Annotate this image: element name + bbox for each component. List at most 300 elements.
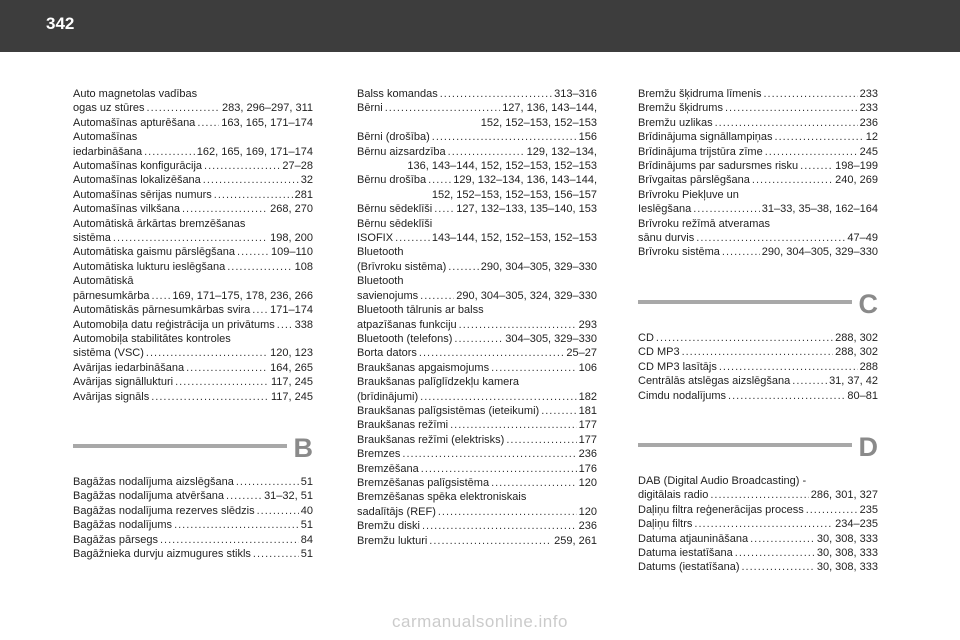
entry-term: atpazīšanas funkciju — [357, 318, 457, 331]
index-entry — [638, 546, 878, 560]
entry-line — [73, 116, 313, 130]
entry-line — [73, 289, 313, 303]
entry-term: Bremžu diski — [357, 520, 420, 533]
entry-line — [73, 547, 313, 561]
page-refs: 304–305, 329–330 — [505, 332, 597, 345]
leader-dots — [722, 245, 760, 259]
entry-line — [638, 87, 878, 101]
page-refs: 236 — [859, 116, 878, 129]
entry-term: Bērnu aizsardzība — [357, 145, 446, 158]
index-entry — [357, 245, 597, 274]
index-entry — [357, 87, 597, 101]
index-entry — [357, 274, 597, 303]
section-header-d — [638, 430, 878, 464]
leader-dots — [765, 145, 858, 159]
leader-dots — [710, 488, 808, 502]
page-refs: 233 — [859, 88, 878, 100]
entry-line — [638, 145, 878, 159]
entry-term: Borta dators — [357, 347, 417, 360]
entry-line — [357, 202, 597, 216]
page-refs: 12 — [865, 131, 878, 144]
leader-dots — [174, 518, 299, 532]
page-refs: 268, 270 — [270, 203, 313, 216]
entry-term: Automātiska lukturu ieslēgšana — [73, 260, 226, 273]
page-refs: 27–28 — [282, 160, 313, 173]
leader-dots — [656, 331, 833, 345]
entry-line — [357, 361, 597, 375]
leader-dots — [541, 404, 576, 418]
entry-term: Bērni — [357, 102, 383, 115]
entry-line — [638, 331, 878, 345]
entry-heading: Auto magnetolas vadības — [73, 88, 198, 100]
entry-term: Bremzes — [357, 448, 401, 461]
leader-dots — [682, 345, 834, 359]
index-entry — [357, 375, 597, 404]
page-refs: 108 — [294, 260, 313, 273]
entry-term: Daļiņu filtra reģenerācijas process — [638, 503, 804, 516]
index-entry — [638, 217, 878, 246]
entry-line — [73, 245, 313, 259]
index-entry — [357, 332, 597, 346]
index-entry — [73, 533, 313, 547]
page-refs: 40 — [300, 504, 313, 517]
page-refs: 177 — [578, 433, 597, 446]
page-refs: 120 — [578, 476, 597, 489]
entry-line — [638, 245, 878, 259]
page-refs-continued: 152, 152–153, 152–153 — [480, 116, 597, 129]
index-entry — [638, 389, 878, 403]
leader-dots — [728, 389, 845, 403]
entry-heading: DAB (Digital Audio Broadcasting) - — [638, 474, 807, 487]
entry-term: Bērni (drošība) — [357, 131, 430, 144]
entry-line — [357, 318, 597, 332]
page-refs: 31–33, 35–38, 162–164 — [761, 203, 878, 216]
leader-dots — [197, 116, 219, 130]
leader-dots — [454, 332, 503, 346]
leader-dots — [450, 418, 577, 432]
entry-line — [357, 519, 597, 533]
page-refs: 117, 245 — [270, 390, 313, 403]
entry-heading: Bērnu sēdeklīši — [357, 217, 433, 230]
page-refs: 235 — [859, 503, 878, 516]
entry-term: ogas uz stūres — [73, 102, 145, 115]
leader-dots — [419, 346, 564, 360]
entry-line — [73, 346, 313, 360]
leader-dots — [775, 130, 864, 144]
leader-dots — [175, 375, 269, 389]
index-entry — [638, 116, 878, 130]
entry-line — [73, 375, 313, 389]
entry-heading: Bluetooth tālrunis ar balss — [357, 304, 484, 317]
entry-term: Automobiļa datu reģistrācija un privātums — [73, 318, 275, 331]
entry-heading: Brīvroku Piekļuve un — [638, 188, 739, 201]
entry-term: sistēma (VSC) — [73, 347, 144, 360]
page-refs: 313–316 — [554, 88, 597, 100]
page-refs: 283, 296–297, 311 — [222, 102, 313, 115]
page-refs: 109–110 — [270, 246, 313, 259]
index-entry — [73, 547, 313, 561]
entry-line — [73, 504, 313, 518]
leader-dots — [257, 504, 299, 518]
leader-dots — [204, 159, 280, 173]
index-entry — [73, 375, 313, 389]
index-entry — [638, 360, 878, 374]
leader-dots — [214, 188, 293, 202]
page-refs: 177 — [578, 419, 597, 432]
leader-dots — [693, 202, 760, 216]
index-entry — [638, 560, 878, 574]
entry-term: Automātiska gaismu pārslēgšana — [73, 246, 236, 259]
entry-line — [73, 145, 313, 159]
entry-heading: Brīvroku režīmā atveramas — [638, 217, 771, 230]
index-column-3 — [638, 87, 878, 575]
index-entry — [357, 418, 597, 432]
entry-line — [357, 476, 597, 490]
entry-term: Bremzēšana — [357, 462, 419, 475]
section-letter: D — [858, 431, 878, 462]
page-header — [0, 0, 960, 52]
entry-line — [73, 475, 313, 489]
section-letter: C — [858, 288, 878, 319]
leader-dots — [491, 476, 577, 490]
index-entry — [357, 490, 597, 519]
leader-dots — [806, 503, 858, 517]
entry-term: Avārijas signāls — [73, 390, 150, 403]
entry-term: Brīdinājuma signāllampiņas — [638, 131, 773, 144]
section-header-b — [73, 431, 313, 465]
page-refs: 127, 132–133, 135–140, 153 — [456, 203, 597, 216]
entry-term: Bērnu drošība — [357, 174, 427, 187]
entry-line — [73, 202, 313, 216]
page-refs: 32 — [300, 174, 313, 187]
section-divider — [638, 443, 852, 447]
entry-term: pārnesumkārba — [73, 289, 150, 302]
entry-term: sistēma — [73, 232, 111, 245]
entry-line — [357, 462, 597, 476]
entry-term: sānu durvis — [638, 232, 695, 245]
leader-dots — [395, 231, 430, 245]
index-entry — [357, 101, 597, 130]
entry-term: Ieslēgšana — [638, 203, 692, 216]
entry-term: iedarbināšana — [73, 145, 143, 158]
index-entry — [638, 159, 878, 173]
entry-term: Datuma iestatīšana — [638, 546, 733, 559]
entry-term: Automašīnas konfigurācija — [73, 160, 203, 173]
entry-term: Bagāžas nodalījums — [73, 519, 173, 532]
entry-line — [638, 374, 878, 388]
leader-dots — [236, 475, 299, 489]
entry-term: Bremžu uzlikas — [638, 116, 713, 129]
entry-term: sadalītājs (REF) — [357, 505, 436, 518]
index-entry — [73, 173, 313, 187]
leader-dots — [429, 534, 552, 548]
entry-line — [357, 390, 597, 404]
leader-dots — [428, 173, 451, 187]
entry-line — [73, 303, 313, 317]
leader-dots — [750, 532, 815, 546]
page-refs: 182 — [578, 390, 597, 403]
entry-term: Brīdinājums par sadursmes risku — [638, 160, 799, 173]
index-entry — [73, 274, 313, 303]
page-refs: 51 — [300, 547, 313, 560]
entry-line — [638, 488, 878, 502]
entry-line — [638, 360, 878, 374]
index-entry — [357, 145, 597, 174]
leader-dots — [696, 231, 845, 245]
entries — [73, 87, 313, 404]
page-refs: 286, 301, 327 — [810, 489, 878, 502]
entry-line — [357, 332, 597, 346]
index-entry — [357, 202, 597, 216]
page-refs: 106 — [578, 361, 597, 374]
page-refs: 31–32, 51 — [264, 490, 313, 503]
index-entry — [73, 130, 313, 159]
leader-dots — [448, 260, 479, 274]
index-entry — [73, 116, 313, 130]
leader-dots — [440, 87, 552, 101]
index-entry — [357, 462, 597, 476]
entry-term: savienojums — [357, 289, 419, 302]
leader-dots — [420, 289, 454, 303]
entry-term: Braukšanas palīgsistēmas (ieteikumi) — [357, 404, 540, 417]
entry-term: Automātiskās pārnesumkārbas svira — [73, 304, 251, 317]
entry-term: Bagāžnieka durvju aizmugures stikls — [73, 547, 251, 560]
index-entry — [357, 346, 597, 360]
watermark: carmanualsonline.info — [392, 612, 568, 631]
index-entry — [73, 260, 313, 274]
entry-term: ISOFIX — [357, 232, 394, 245]
page-refs: 236 — [578, 448, 597, 461]
entry-line — [73, 361, 313, 375]
section-divider — [73, 444, 287, 448]
index-entry — [357, 130, 597, 144]
page-number: 342 — [46, 14, 75, 33]
page-refs: 127, 136, 143–144, — [502, 102, 597, 115]
leader-dots — [434, 202, 454, 216]
entry-line — [73, 173, 313, 187]
entry-term: CD MP3 lasītājs — [638, 360, 717, 373]
entry-line — [638, 202, 878, 216]
entry-line — [638, 560, 878, 574]
section-header-c — [638, 287, 878, 321]
entry-line — [73, 390, 313, 404]
entry-line — [357, 534, 597, 548]
entry-term: (brīdinājumi) — [357, 390, 419, 403]
entry-line — [638, 116, 878, 130]
index-entry — [638, 173, 878, 187]
entry-line — [357, 346, 597, 360]
entry-term: Braukšanas režīmi (elektrisks) — [357, 433, 505, 446]
index-entry — [73, 87, 313, 116]
leader-dots — [448, 145, 525, 159]
leader-dots — [735, 546, 815, 560]
page-refs: 236 — [578, 520, 597, 533]
leader-dots — [725, 101, 858, 115]
entry-line — [638, 532, 878, 546]
index-entry — [357, 519, 597, 533]
entry-line — [73, 101, 313, 115]
index-entry — [357, 534, 597, 548]
entry-heading: Automātiskā — [73, 275, 134, 288]
leader-dots — [113, 231, 268, 245]
index-entry — [357, 303, 597, 332]
entry-term: Centrālās atslēgas aizslēgšana — [638, 375, 791, 388]
page-refs: 245 — [859, 145, 878, 158]
index-entry — [357, 404, 597, 418]
leader-dots — [147, 101, 221, 115]
entry-heading: Braukšanas palīglīdzekļu kamera — [357, 376, 520, 389]
leader-dots — [226, 489, 262, 503]
entry-term: Datuma atjaunināšana — [638, 532, 749, 545]
page-refs: 120 — [578, 505, 597, 518]
page-refs: 163, 165, 171–174 — [221, 116, 313, 129]
page-refs: 290, 304–305, 324, 329–330 — [456, 289, 597, 302]
page-refs: 25–27 — [566, 347, 597, 360]
entry-term: Balss komandas — [357, 88, 438, 100]
entry-line — [357, 505, 597, 519]
entry-term: Brīvroku sistēma — [638, 246, 720, 259]
index-entry — [638, 374, 878, 388]
entry-term: (Brīvroku sistēma) — [357, 260, 447, 273]
leader-dots — [277, 318, 293, 332]
entry-term: Braukšanas režīmi — [357, 419, 449, 432]
page-refs: 30, 308, 333 — [816, 546, 878, 559]
index-entry — [638, 532, 878, 546]
entry-line — [638, 517, 878, 531]
entry-line — [73, 533, 313, 547]
page-refs: 293 — [578, 318, 597, 331]
entry-line — [357, 87, 597, 101]
entry-line — [357, 447, 597, 461]
leader-dots — [506, 433, 576, 447]
leader-dots — [694, 517, 833, 531]
leader-dots — [146, 346, 268, 360]
page-refs: 51 — [300, 519, 313, 532]
entry-line — [357, 260, 597, 274]
page-refs: 288, 302 — [835, 331, 878, 344]
index-entry — [73, 332, 313, 361]
entry-term: Bagāžas pārsegs — [73, 533, 158, 546]
page-refs: 171–174 — [270, 304, 313, 317]
entry-line — [638, 345, 878, 359]
page-refs: 234–235 — [835, 518, 878, 531]
entry-line — [73, 318, 313, 332]
index-entry — [357, 361, 597, 375]
entry-line — [357, 231, 597, 245]
index-entry — [73, 518, 313, 532]
leader-dots — [715, 116, 858, 130]
entry-term: Braukšanas apgaismojums — [357, 361, 490, 374]
index-entry — [73, 318, 313, 332]
page-refs: 169, 171–175, 178, 236, 266 — [172, 289, 313, 302]
index-entry — [638, 331, 878, 345]
page-refs: 129, 132–134, 136, 143–144, — [453, 174, 597, 187]
leader-dots — [186, 361, 268, 375]
index-entry — [357, 476, 597, 490]
index-entry — [638, 474, 878, 503]
entries — [73, 475, 313, 561]
entry-term: Automašīnas apturēšana — [73, 116, 196, 129]
leader-dots — [800, 159, 833, 173]
entry-line — [357, 130, 597, 144]
entry-heading: Bremzēšanas spēka elektroniskais — [357, 491, 527, 504]
entries — [638, 87, 878, 260]
entry-heading: Automātiskā ārkārtas bremzēšanas — [73, 217, 246, 230]
page-refs: 198, 200 — [270, 232, 313, 245]
entry-term: Avārijas signāllukturi — [73, 376, 174, 389]
page-refs: 117, 245 — [270, 376, 313, 389]
leader-dots — [792, 374, 827, 388]
index-entry — [638, 245, 878, 259]
leader-dots — [253, 547, 299, 561]
entry-line — [73, 489, 313, 503]
entry-line — [357, 145, 597, 159]
page-refs: 240, 269 — [835, 174, 878, 187]
entry-term: Bluetooth (telefons) — [357, 332, 453, 345]
page-refs: 338 — [294, 318, 313, 331]
page-refs: 47–49 — [847, 232, 878, 245]
entries — [357, 87, 597, 548]
leader-dots — [763, 87, 857, 101]
page-refs: 164, 265 — [270, 361, 313, 374]
page-refs: 51 — [300, 475, 313, 488]
entry-heading: Automobiļa stabilitātes kontroles — [73, 332, 231, 345]
index-entry — [73, 245, 313, 259]
page-refs: 290, 304–305, 329–330 — [761, 246, 878, 259]
entry-term: CD — [638, 331, 654, 344]
leader-dots — [432, 130, 577, 144]
section-letter: B — [293, 432, 313, 463]
page-refs: 143–144, 152, 152–153, 152–153 — [431, 232, 597, 245]
entry-term: Avārijas iedarbināšana — [73, 361, 185, 374]
entry-line — [638, 546, 878, 560]
index-entry — [73, 188, 313, 202]
entry-term: Automašīnas sērijas numurs — [73, 188, 212, 201]
entry-term: Bremzēšanas palīgsistēma — [357, 476, 490, 489]
page-refs: 80–81 — [847, 389, 878, 402]
entry-line — [638, 503, 878, 517]
page-refs: 288 — [859, 360, 878, 373]
index-entry — [73, 202, 313, 216]
leader-dots — [459, 318, 577, 332]
index-column-2 — [357, 87, 597, 548]
index-entry — [357, 217, 597, 246]
entry-term: Daļiņu filtrs — [638, 518, 693, 531]
entries — [638, 474, 878, 575]
leader-dots — [402, 447, 576, 461]
section-divider — [638, 300, 852, 304]
entry-line — [357, 433, 597, 447]
entry-term: Bremžu šķidrums — [638, 102, 723, 115]
index-entry — [638, 188, 878, 217]
leader-dots — [420, 390, 577, 404]
entry-heading: Bluetooth — [357, 275, 404, 288]
index-entry — [357, 447, 597, 461]
leader-dots — [151, 289, 170, 303]
entry-term: digitālais radio — [638, 489, 709, 502]
page-refs: 84 — [300, 533, 313, 546]
page-refs: 259, 261 — [554, 534, 597, 547]
index-entry — [638, 145, 878, 159]
entry-heading: Automašīnas — [73, 131, 138, 144]
entry-term: Brīdinājuma trijstūra zīme — [638, 145, 763, 158]
page-refs: 281 — [294, 188, 313, 201]
entry-line — [357, 173, 597, 187]
entry-line — [73, 518, 313, 532]
page-refs: 181 — [578, 404, 597, 417]
entry-term: Datums (iestatīšana) — [638, 561, 740, 574]
entry-line — [357, 404, 597, 418]
